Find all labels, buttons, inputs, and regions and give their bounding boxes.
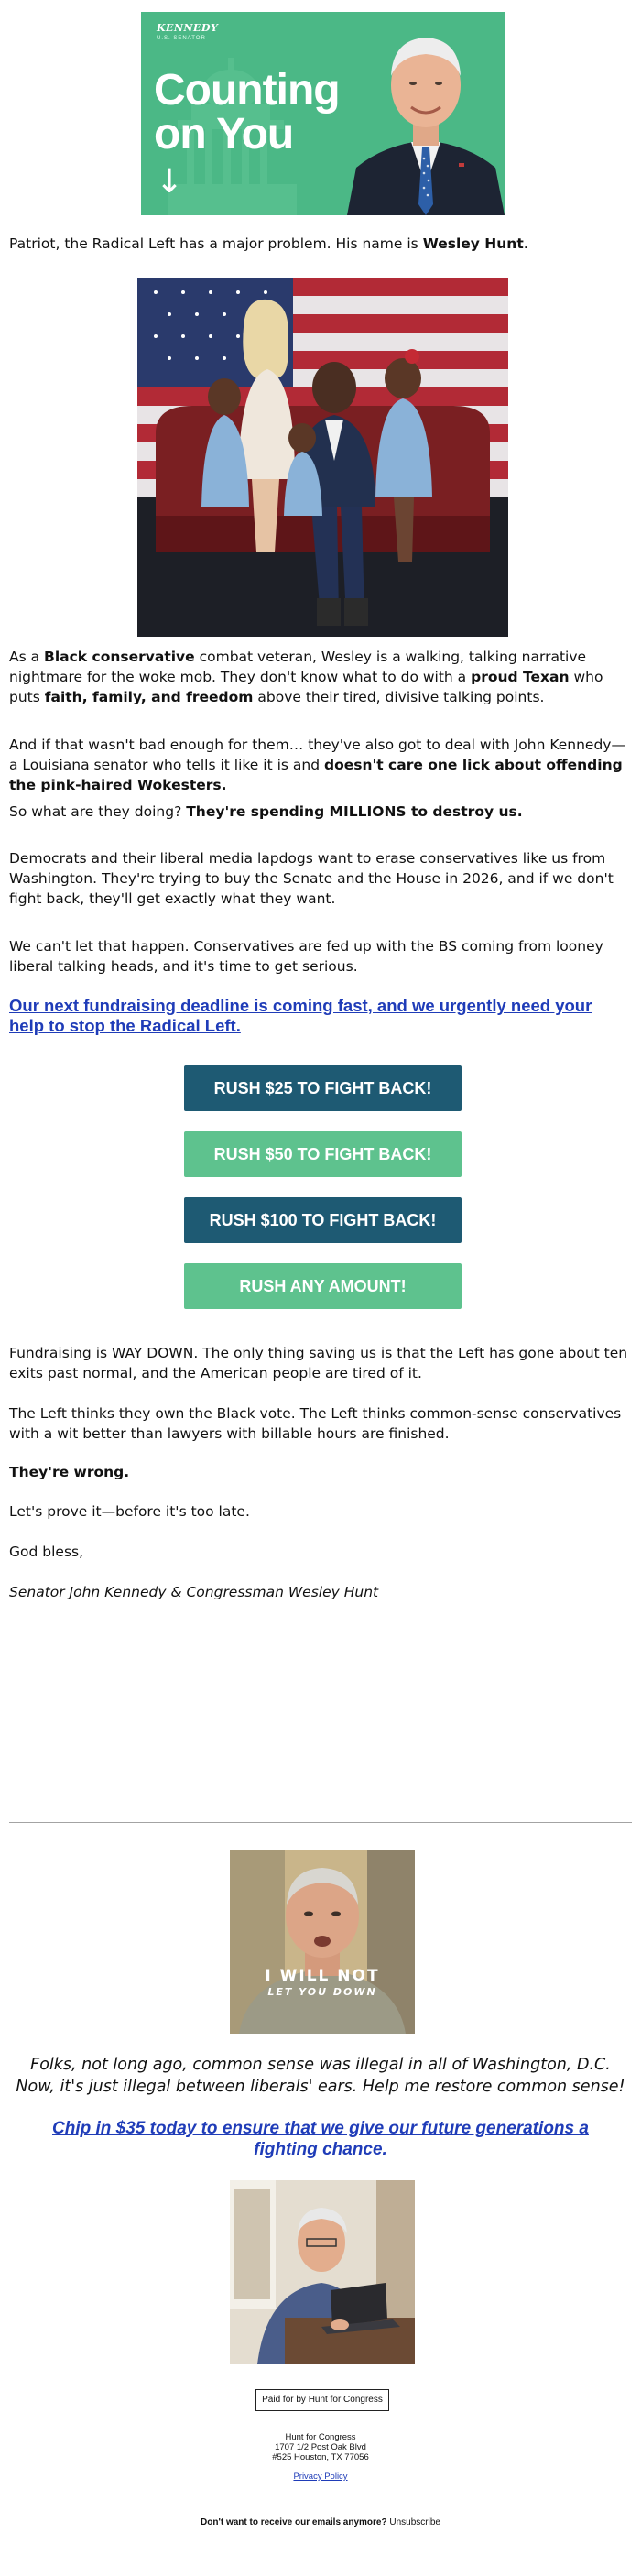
signoff: God bless, bbox=[9, 1544, 84, 1560]
meme-caption bbox=[230, 1967, 415, 2000]
para2-bold-1: doesn't care one lick about offending the pink-haired Wokesters. bbox=[9, 757, 623, 793]
signature: Senator John Kennedy & Congressman Wesley Hunt bbox=[9, 1584, 379, 1600]
para3-bold-1: They're spending MILLIONS to destroy us. bbox=[186, 803, 523, 820]
intro-period: . bbox=[523, 235, 528, 252]
address-city: #525 Houston, TX 77056 bbox=[272, 2452, 369, 2462]
kennedy-laptop-illustration bbox=[230, 2180, 415, 2364]
paragraph-cant-let-happen: We can't let that happen. Conservatives are fed up with the BS coming from looney liberal talking heads, and it's time to get serious. bbox=[9, 938, 603, 975]
para2-text-1: And if that wasn't bad enough for them… they've also got to deal with John Kennedy—a Louisiana senator who tells it like it is and bbox=[9, 737, 625, 773]
rush-25-button[interactable]: RUSH $25 TO FIGHT BACK! bbox=[184, 1065, 462, 1111]
address-street: 1707 1/2 Post Oak Blvd bbox=[275, 2442, 366, 2452]
para1-bold-3: faith, family, and freedom bbox=[44, 689, 254, 705]
para1-text-2: combat veteran, Wesley is a walking, talking narrative nightmare for the woke mob. They don't know what to do with a bbox=[9, 649, 587, 685]
para1-text-1: As a bbox=[9, 649, 45, 665]
hero-banner[interactable] bbox=[141, 12, 505, 215]
common-sense-quote: Folks, not long ago, common sense was illegal in all of Washington, D.C. Now, it's just illegal between liberals' ears. Help me restore common sense! bbox=[16, 2056, 625, 2096]
unsubscribe-question: Don't want to receive our emails anymore? bbox=[201, 2517, 387, 2527]
kennedy-meme-illustration bbox=[230, 1850, 415, 2034]
rush-any-amount-button[interactable]: RUSH ANY AMOUNT! bbox=[184, 1263, 462, 1309]
hero-headline-line1: Counting bbox=[154, 66, 340, 115]
paragraph-theyre-wrong: They're wrong. bbox=[9, 1464, 130, 1480]
paid-for-disclaimer: Paid for by Hunt for Congress bbox=[255, 2389, 389, 2411]
rush-50-button[interactable]: RUSH $50 TO FIGHT BACK! bbox=[184, 1131, 462, 1177]
paragraph-fundraising-down: Fundraising is WAY DOWN. The only thing saving us is that the Left has gone about ten exits past normal, and the American people are tired of it. bbox=[9, 1345, 628, 1381]
paragraph-democrats: Democrats and their liberal media lapdogs want to erase conservatives like us from Washington. They're trying to buy the Senate and the House in 2026, and if we don't fight back, they'll get exactly what they want. bbox=[9, 850, 614, 907]
brand-logo: KENNEDY bbox=[157, 22, 219, 34]
paragraph-prove-it: Let's prove it—before it's too late. bbox=[9, 1503, 250, 1520]
meme-caption-line2: LET YOU DOWN bbox=[267, 1986, 377, 1998]
family-photo-illustration bbox=[137, 278, 508, 637]
para1-bold-2: proud Texan bbox=[471, 669, 570, 685]
intro-paragraph bbox=[9, 234, 632, 254]
para1-text-4: above their tired, divisive talking points. bbox=[253, 689, 545, 705]
intro-name: Wesley Hunt bbox=[422, 235, 524, 252]
arrow-down-icon: ↓ bbox=[156, 163, 184, 201]
unsubscribe-line bbox=[137, 2517, 504, 2527]
paragraph-black-conservative bbox=[9, 647, 632, 707]
kennedy-meme-photo[interactable] bbox=[230, 1850, 415, 2034]
para3-text-1: So what are they doing? bbox=[9, 803, 187, 820]
section-divider bbox=[9, 1822, 632, 1823]
para1-text-3: who puts bbox=[9, 669, 603, 705]
paragraph-black-vote: The Left thinks they own the Black vote. The Left thinks common-sense conservatives with a wit better than lawyers with billable hours are finished. bbox=[9, 1405, 622, 1442]
fundraising-deadline-link[interactable]: Our next fundraising deadline is coming fast, and we urgently need your help to stop the Radical Left. bbox=[9, 996, 592, 1035]
kennedy-laptop-photo[interactable] bbox=[230, 2180, 415, 2364]
paragraph-spending-millions bbox=[9, 802, 632, 822]
unsubscribe-link[interactable]: Unsubscribe bbox=[389, 2517, 440, 2527]
hero-headline-line2: on You bbox=[154, 110, 294, 158]
intro-text: Patriot, the Radical Left has a major problem. His name is bbox=[9, 235, 423, 252]
senator-portrait bbox=[347, 12, 505, 215]
mailing-address bbox=[183, 2432, 458, 2462]
hero-headline bbox=[154, 66, 340, 158]
meme-caption-line1: I WILL NOT bbox=[265, 1967, 380, 1985]
address-org: Hunt for Congress bbox=[285, 2432, 356, 2442]
privacy-policy-link[interactable]: Privacy Policy bbox=[293, 2472, 348, 2482]
paragraph-kennedy bbox=[9, 735, 632, 795]
brand-subtitle: U.S. SENATOR bbox=[157, 36, 206, 41]
chip-in-35-link[interactable]: Chip in $35 today to ensure that we give our future generations a fighting chance. bbox=[52, 2119, 589, 2159]
family-photo bbox=[137, 278, 508, 637]
rush-100-button[interactable]: RUSH $100 TO FIGHT BACK! bbox=[184, 1197, 462, 1243]
para1-bold-1: Black conservative bbox=[44, 649, 195, 665]
